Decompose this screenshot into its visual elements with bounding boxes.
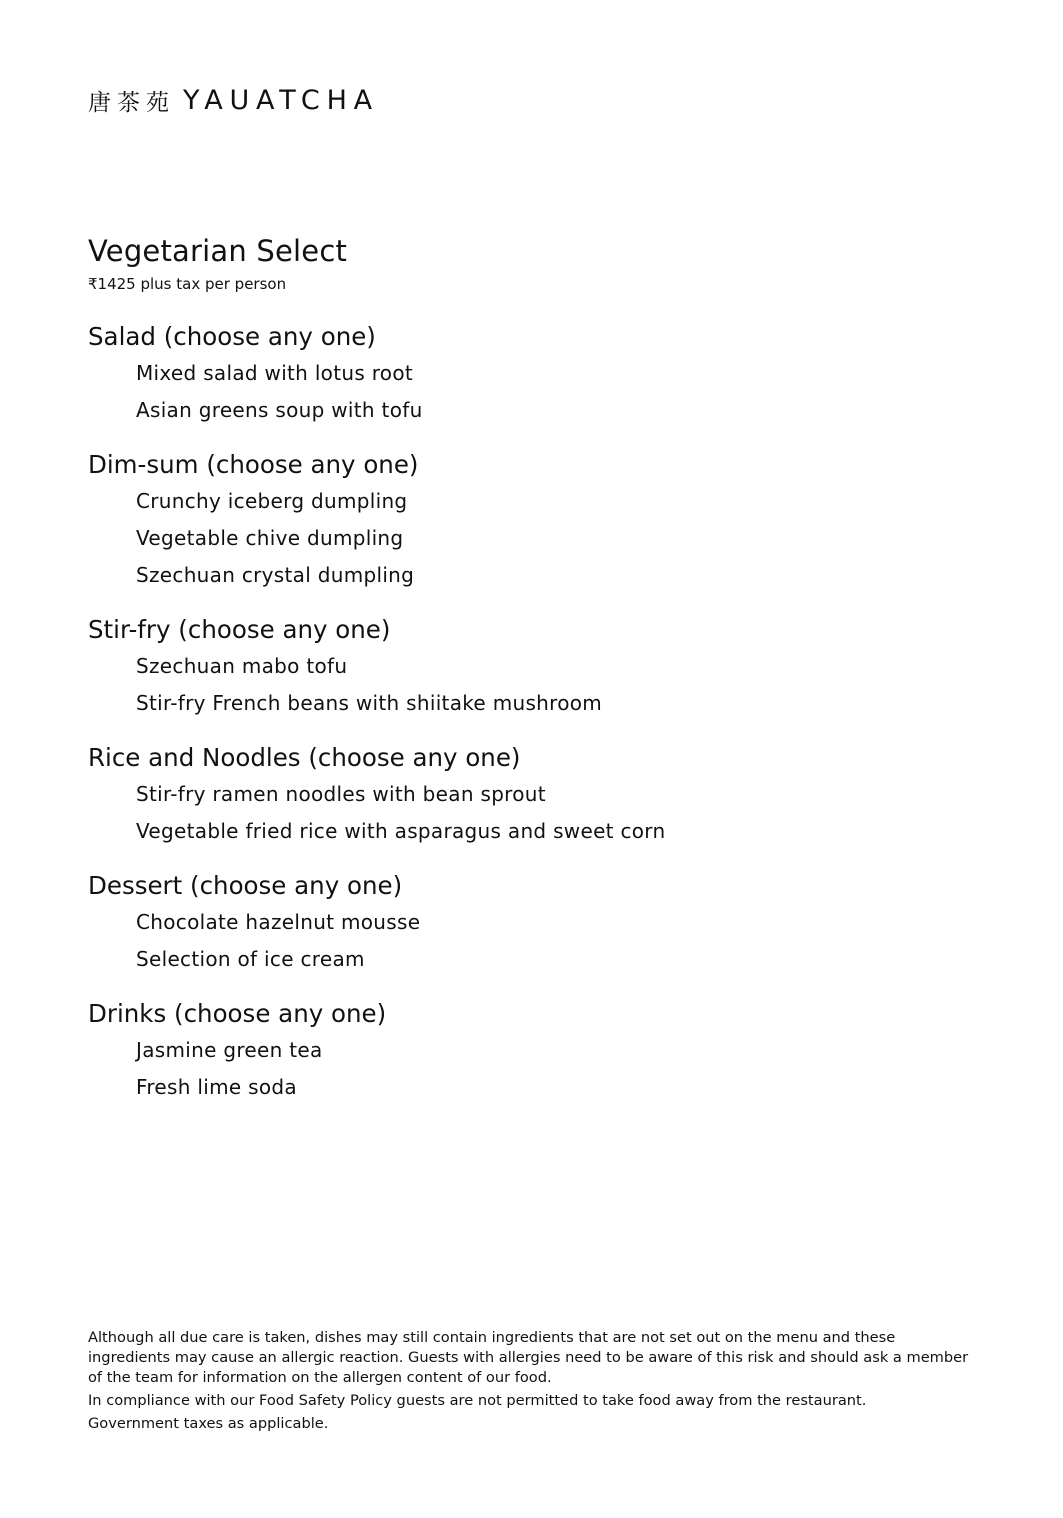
section-heading: Dessert (choose any one) — [88, 871, 403, 900]
menu-section-dessert — [88, 867, 988, 978]
section-heading: Dim-sum (choose any one) — [88, 450, 419, 479]
food-safety-notice: In compliance with our Food Safety Policy guests are not permitted to take food away from the restaurant. — [88, 1392, 867, 1409]
brand-logo — [88, 84, 379, 117]
menu-item: Vegetable fried rice with asparagus and sweet corn — [136, 819, 666, 843]
menu-section-stir-fry — [88, 611, 988, 722]
menu-item: Selection of ice cream — [136, 947, 365, 971]
allergy-notice: Although all due care is taken, dishes may still contain ingredients that are not set out on the menu and these ingredients may cause an allergic reaction. Guests with allergies need to be aware of this risk and should ask a member of the team for information on the allergen content of our food. — [88, 1329, 969, 1386]
section-heading: Salad (choose any one) — [88, 322, 376, 351]
menu-item: Asian greens soup with tofu — [136, 398, 423, 422]
menu-item: Szechuan crystal dumpling — [136, 563, 415, 587]
menu-section-salad — [88, 318, 988, 429]
brand-chinese-name: 唐茶苑 — [88, 90, 175, 116]
section-heading: Stir-fry (choose any one) — [88, 615, 391, 644]
menu-section-rice-noodles — [88, 739, 988, 850]
menu-item: Vegetable chive dumpling — [136, 526, 404, 550]
tax-notice: Government taxes as applicable. — [88, 1415, 329, 1432]
menu-sections — [88, 318, 988, 1123]
brand-english-name: YAUATCHA — [183, 85, 379, 116]
menu-item: Stir-fry French beans with shiitake mushroom — [136, 691, 603, 715]
menu-item: Fresh lime soda — [136, 1075, 297, 1099]
section-heading: Rice and Noodles (choose any one) — [88, 743, 521, 772]
menu-price: ₹1425 plus tax per person — [88, 275, 287, 293]
menu-item: Mixed salad with lotus root — [136, 361, 414, 385]
menu-title: Vegetarian Select — [88, 234, 348, 268]
menu-item: Szechuan mabo tofu — [136, 654, 348, 678]
section-heading: Drinks (choose any one) — [88, 999, 387, 1028]
menu-item: Stir-fry ramen noodles with bean sprout — [136, 782, 546, 806]
menu-section-drinks — [88, 995, 988, 1106]
menu-item: Chocolate hazelnut mousse — [136, 910, 421, 934]
footer-notes — [88, 1328, 973, 1437]
menu-item: Jasmine green tea — [136, 1038, 323, 1062]
menu-item: Crunchy iceberg dumpling — [136, 489, 408, 513]
menu-section-dim-sum — [88, 446, 988, 594]
